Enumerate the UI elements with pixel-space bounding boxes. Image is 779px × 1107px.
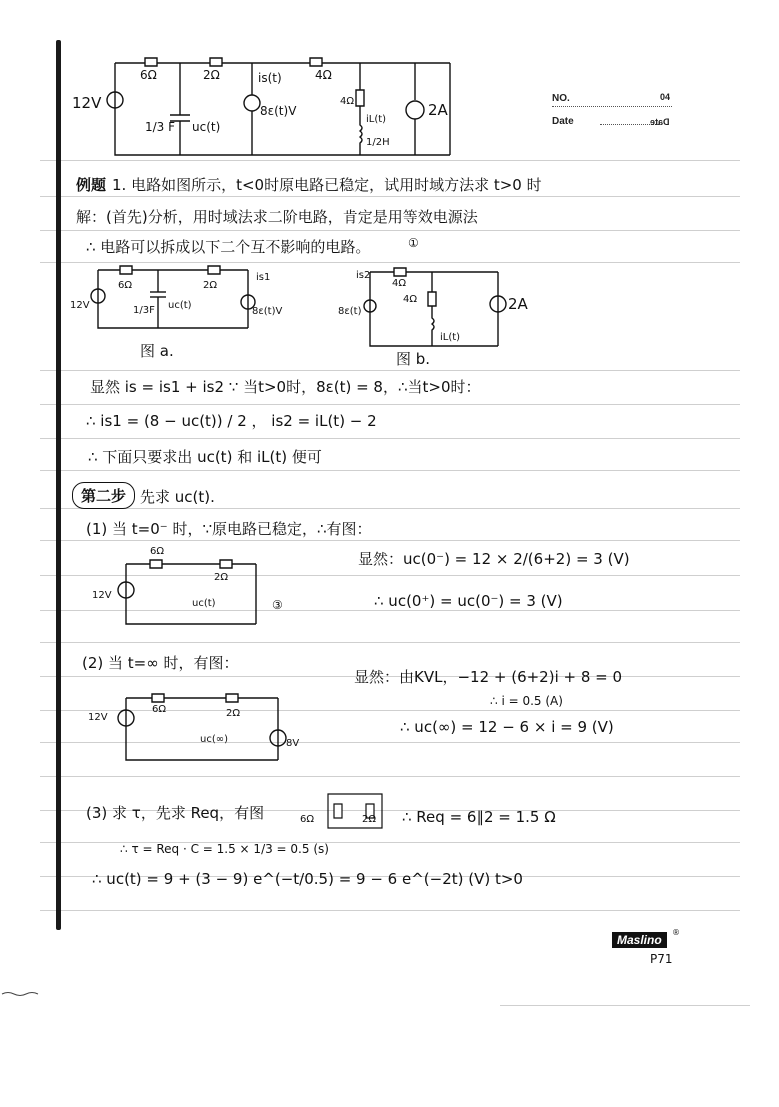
top-circuit-r1: 6Ω: [140, 68, 157, 82]
top-circuit-source-right: 2A: [428, 101, 448, 119]
fig-a-source-left: 12V: [70, 300, 90, 311]
ruled-line: [40, 262, 740, 263]
top-circuit-source-mid: 8ε(t)V: [260, 104, 297, 118]
part3-title: (3) 求 τ，先求 Req，有图: [86, 804, 265, 822]
step-title: 先求 uc(t).: [140, 488, 215, 506]
fig-a-r1: 6Ω: [118, 280, 133, 291]
brand-registered-mark: ®: [672, 928, 680, 937]
date-label: Date: [552, 116, 574, 127]
part3-diagram: [320, 790, 390, 832]
part2-current: ∴ i = 0.5 (A): [490, 694, 563, 708]
fig-b-r1: 4Ω: [392, 278, 407, 289]
fig-a-r2: 2Ω: [203, 280, 218, 291]
top-circuit-inductor: 1/2H: [366, 137, 390, 148]
no-label: NO.: [552, 93, 570, 104]
top-circuit-r4: 4Ω: [340, 96, 355, 107]
fig-a-current: is1: [256, 272, 271, 283]
fig2-source: 12V: [88, 712, 108, 723]
top-circuit-r3: 4Ω: [315, 68, 332, 82]
equation-sum: 显然 is = is1 + is2 ∵ 当t>0时，8ε(t) = 8，∴当t>0时：: [90, 378, 481, 396]
top-circuit-current-l: iL(t): [366, 114, 387, 125]
part2-title: (2) 当 t=∞ 时，有图：: [82, 654, 239, 672]
margin-line: [56, 40, 61, 930]
ruled-line: [40, 910, 740, 911]
fig1-r2: 2Ω: [214, 572, 229, 583]
fig-b-diagram: [362, 266, 512, 354]
fig-b-source-right: 2A: [508, 295, 528, 313]
fig-b-label: 图 b.: [396, 350, 431, 368]
page-number: P71: [650, 952, 673, 966]
fig2-r1: 6Ω: [152, 704, 167, 715]
fig1-diagram: [116, 552, 276, 632]
equation-goal: ∴ 下面只要求出 uc(t) 和 iL(t) 便可: [88, 448, 322, 466]
part2-final-voltage: ∴ uc(∞) = 12 − 6 × i = 9 (V): [400, 718, 614, 736]
part3-tau: ∴ τ = Req · C = 1.5 × 1/3 = 0.5 (s): [120, 842, 329, 856]
fig1-r1: 6Ω: [150, 546, 165, 557]
brand-logo: Maslino: [612, 932, 667, 948]
ruled-line: [40, 642, 740, 643]
ruled-line: [40, 470, 740, 471]
part1-equation-continuity: ∴ uc(0⁺) = uc(0⁻) = 3 (V): [374, 592, 563, 610]
ruled-line: [40, 438, 740, 439]
fig-a-cap-voltage: uc(t): [168, 300, 192, 311]
final-answer: ∴ uc(t) = 9 + (3 − 9) e^(−t/0.5) = 9 − 6 e^(−2t) (V) t>0: [92, 870, 523, 888]
ruled-line: [40, 196, 740, 197]
top-circuit-cap-voltage: uc(t): [192, 120, 221, 134]
fig-a-label: 图 a.: [140, 342, 174, 360]
top-circuit-cap: 1/3 F: [145, 120, 176, 134]
top-circuit-current-s: is(t): [258, 71, 282, 85]
solution-intro: 解：(首先)分析，用时域法求二阶电路，肯定是用等效电源法: [76, 208, 478, 226]
no-mark: 04: [660, 92, 671, 102]
fig-a-source-mid: 8ε(t)V: [252, 306, 283, 317]
fig2-diagram: [112, 692, 292, 768]
ruled-line: [40, 230, 740, 231]
fig2-voltage: uc(∞): [200, 734, 228, 745]
equation-currents: ∴ is1 = (8 − uc(t)) / 2 ， is2 = iL(t) − 2: [86, 412, 377, 430]
ruled-line: [40, 540, 740, 541]
part2-kvl: 显然：由KVL，−12 + (6+2)i + 8 = 0: [354, 668, 623, 686]
top-circuit-source-left: 12V: [72, 94, 102, 112]
fig-a-cap: 1/3F: [133, 305, 155, 316]
fig-b-current-l: iL(t): [440, 332, 461, 343]
problem-statement: 1. 电路如图所示，t<0时原电路已稳定，试用时域方法求 t>0 时: [112, 176, 542, 194]
ruled-line: [40, 776, 740, 777]
ruled-line: [40, 370, 740, 371]
fig2-r2: 2Ω: [226, 708, 241, 719]
fig-b-r2: 4Ω: [403, 294, 418, 305]
fig2-source-right: 8V: [286, 738, 300, 749]
fig-b-source-left: 8ε(t): [338, 306, 362, 317]
ruled-line: [40, 508, 740, 509]
ruled-line: [500, 1005, 750, 1006]
part1-equation-initial: 显然：uc(0⁻) = 12 × 2/(6+2) = 3 (V): [358, 550, 630, 568]
no-dotted-line: [552, 106, 672, 107]
fig1-voltage: uc(t): [192, 598, 216, 609]
part1-title: (1) 当 t=0⁻ 时，∵原电路已稳定，∴有图：: [86, 520, 372, 538]
part3-r1: 6Ω: [300, 814, 315, 825]
circled-one: ①: [408, 236, 419, 250]
margin-scribble: [0, 990, 60, 998]
step-badge: 第二步: [72, 482, 135, 509]
fig-b-current: is2: [356, 270, 371, 281]
top-circuit-r2: 2Ω: [203, 68, 220, 82]
problem-number: 例题: [76, 176, 107, 194]
fig1-source: 12V: [92, 590, 112, 601]
mirrored-date-mark: Date: [650, 117, 670, 127]
ruled-line: [40, 404, 740, 405]
part3-r2: 2Ω: [362, 814, 377, 825]
part3-req: ∴ Req = 6∥2 = 1.5 Ω: [402, 808, 556, 826]
fig1-marker: ③: [272, 598, 283, 612]
decompose-text: ∴ 电路可以拆成以下二个互不影响的电路。: [86, 238, 371, 256]
